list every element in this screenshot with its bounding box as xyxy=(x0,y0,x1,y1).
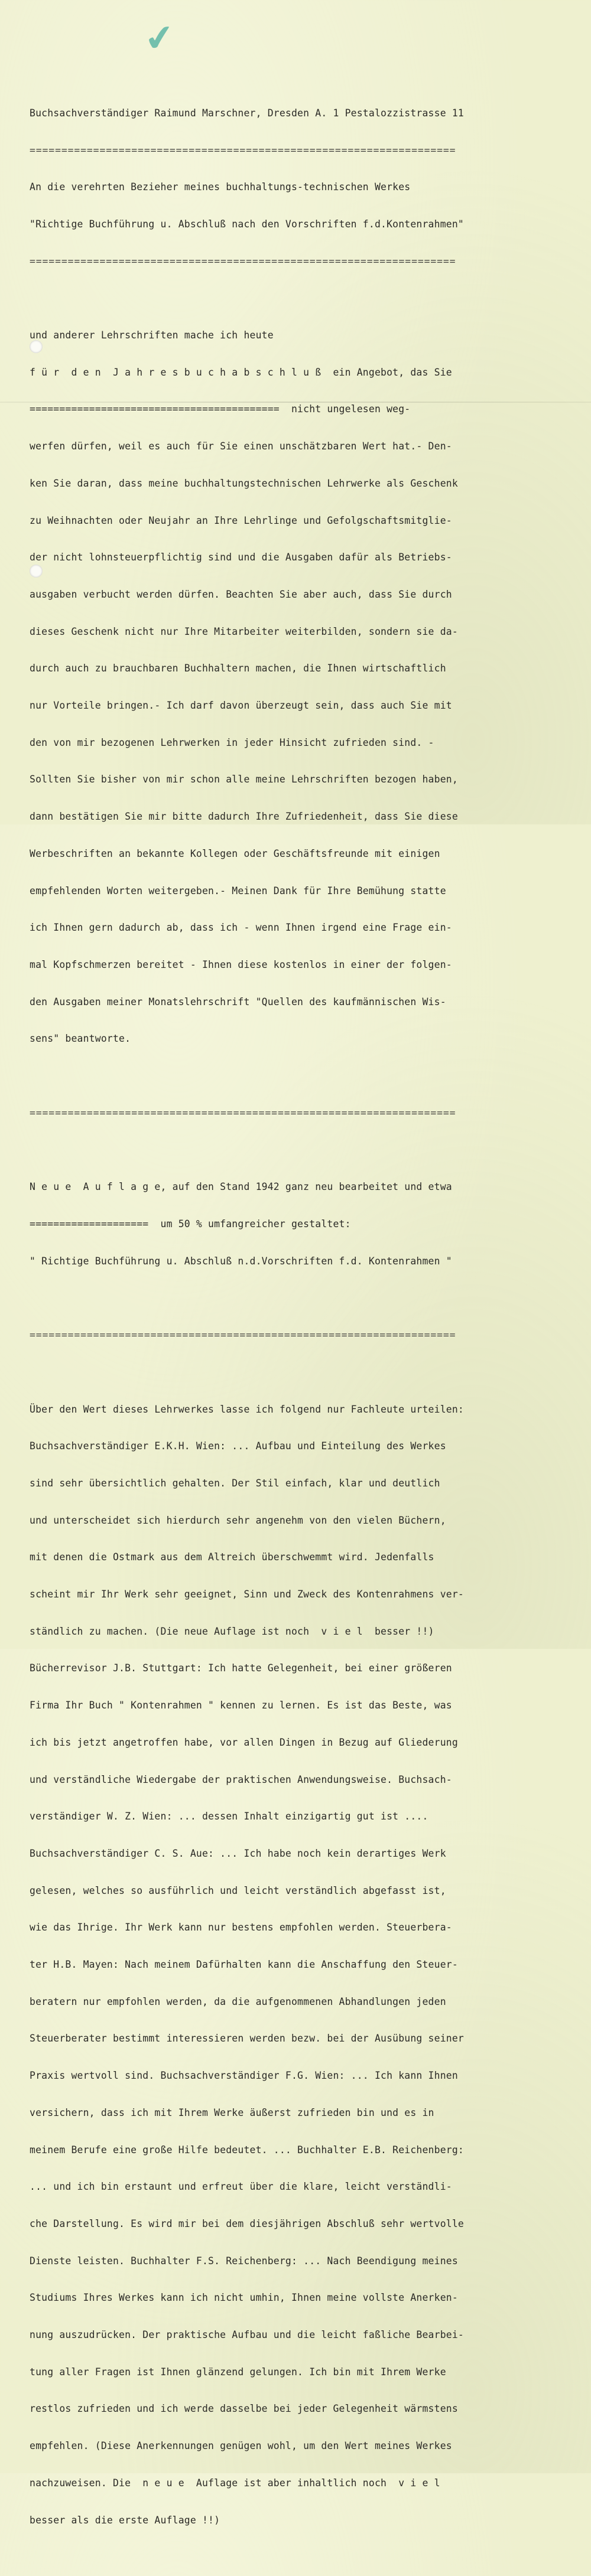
text-line: N e u e A u f l a g e, auf den Stand 1942 ganz neu bearbeitet und etwa xyxy=(30,1181,452,1193)
text-line: restlos zufrieden und ich werde dasselbe bei jeder Gelegenheit wärmstens xyxy=(30,2403,458,2415)
book-title-new-edition: " Richtige Buchführung u. Abschluß n.d.Vorschriften f.d. Kontenrahmen " xyxy=(30,1255,452,1267)
text-line: mal Kopfschmerzen bereitet - Ihnen diese kostenlos in einer der folgen- xyxy=(30,959,452,970)
text-line: ausgaben verbucht werden dürfen. Beachten Sie aber auch, dass Sie durch xyxy=(30,588,452,600)
text-line: und verständliche Wiedergabe der praktischen Anwendungsweise. Buchsach- xyxy=(30,1773,452,1785)
text-line: nachzuweisen. Die n e u e Auflage ist aber inhaltlich noch v i e l xyxy=(30,2477,440,2489)
text-line: ken Sie daran, dass meine buchhaltungstechnischen Lehrwerke als Geschenk xyxy=(30,477,458,489)
text-line: ... und ich bin erstaunt und erfreut über die klare, leicht verständli- xyxy=(30,2181,452,2193)
text-line: den Ausgaben meiner Monatslehrschrift "Quellen des kaufmännischen Wis- xyxy=(30,996,446,1007)
text-line: mit denen die Ostmark aus dem Altreich überschwemmt wird. Jedenfalls xyxy=(30,1551,434,1563)
text-line: Buchsachverständiger C. S. Aue: ... Ich habe noch kein derartiges Werk xyxy=(30,1847,446,1859)
text-line: Über den Wert dieses Lehrwerkes lasse ich folgend nur Fachleute urteilen: xyxy=(30,1403,464,1415)
text-line: ständlich zu machen. (Die neue Auflage ist noch v i e l besser !!) xyxy=(30,1625,434,1637)
text-line: che Darstellung. Es wird mir bei dem diesjährigen Abschluß sehr wertvolle xyxy=(30,2218,464,2229)
intro-paragraph xyxy=(30,305,561,1070)
text-line: der nicht lohnsteuerpflichtig sind und die Ausgaben dafür als Betriebs- xyxy=(30,552,452,563)
text-line: scheint mir Ihr Werk sehr geeignet, Sinn und Zweck des Kontenrahmens ver- xyxy=(30,1589,464,1600)
text-line: ich Ihnen gern dadurch ab, dass ich - wenn Ihnen irgend eine Frage ein- xyxy=(30,922,452,934)
text-line: Buchsachverständiger E.K.H. Wien: ... Aufbau und Einteilung des Werkes xyxy=(30,1440,446,1452)
text-line: besser als die erste Auflage !!) xyxy=(30,2514,220,2526)
text-line: wie das Ihrige. Ihr Werk kann nur bestens empfohlen werden. Steuerbera- xyxy=(30,1922,452,1933)
text-line: empfehlen. (Diese Anerkennungen genügen wohl, um den Wert meines Werkes xyxy=(30,2440,452,2452)
text-line: Steuerberater bestimmt interessieren werden bezw. bei der Ausübung seiner xyxy=(30,2033,464,2045)
text-line: Bücherrevisor J.B. Stuttgart: Ich hatte Gelegenheit, bei einer größeren xyxy=(30,1662,452,1674)
text-line: durch auch zu brauchbaren Buchhaltern machen, die Ihnen wirtschaftlich xyxy=(30,663,446,674)
text-line: ter H.B. Mayen: Nach meinem Dafürhalten kann die Anschaffung den Steuer- xyxy=(30,1959,458,1971)
text-line: und unterscheidet sich hierdurch sehr angenehm von den vielen Büchern, xyxy=(30,1514,446,1526)
book-title: "Richtige Buchführung u. Abschluß nach den Vorschriften f.d.Kontenrahmen" xyxy=(30,218,464,230)
text-line: Firma Ihr Buch " Kontenrahmen " kennen zu lernen. Es ist das Beste, was xyxy=(30,1700,452,1711)
text-line: ich bis jetzt angetroffen habe, vor allen Dingen in Bezug auf Gliederung xyxy=(30,1736,458,1748)
address-line: An die verehrten Bezieher meines buchhaltungs-technischen Werkes xyxy=(30,181,411,193)
text-line: f ü r d e n J a h r e s b u c h a b s c h l u ß ein Angebot, das Sie xyxy=(30,366,452,378)
text-line: dann bestätigen Sie mir bitte dadurch Ihre Zufriedenheit, dass Sie diese xyxy=(30,811,458,823)
divider-rule: =================================================================== xyxy=(30,255,456,267)
text-line: nung auszudrücken. Der praktische Aufbau und die leicht faßliche Bearbei- xyxy=(30,2329,464,2341)
text-line: empfehlenden Worten weitergeben.- Meinen Dank für Ihre Bemühung statte xyxy=(30,885,446,896)
text-line: dieses Geschenk nicht nur Ihre Mitarbeiter weiterbilden, sondern sie da- xyxy=(30,625,458,637)
text-line: gelesen, welches so ausführlich und leicht verständlich abgefasst ist, xyxy=(30,1884,446,1896)
text-line: nur Vorteile bringen.- Ich darf davon überzeugt sein, dass auch Sie mit xyxy=(30,700,452,712)
text-line: Werbeschriften an bekannte Kollegen oder Geschäftsfreunde mit einigen xyxy=(30,847,440,859)
divider-rule: =================================================================== xyxy=(30,1107,456,1119)
text-line: Sollten Sie bisher von mir schon alle meine Lehrschriften bezogen haben, xyxy=(30,774,458,785)
divider-rule: =================================================================== xyxy=(30,144,456,156)
text-line: verständiger W. Z. Wien: ... dessen Inhalt einzigartig gut ist .... xyxy=(30,1811,428,1822)
text-line: sens" beantworte. xyxy=(30,1033,131,1045)
text-line: Dienste leisten. Buchhalter F.S. Reichenberg: ... Nach Beendigung meines xyxy=(30,2255,458,2267)
text-line: werfen dürfen, weil es auch für Sie einen unschätzbaren Wert hat.- Den- xyxy=(30,441,452,452)
new-edition-notice xyxy=(30,1156,561,1292)
text-line: zu Weihnachten oder Neujahr an Ihre Lehrlinge und Gefolgschaftsmitglie- xyxy=(30,514,452,526)
text-line: Studiums Ihres Werkes kann ich nicht umhin, Ihnen meine vollste Anerken- xyxy=(30,2292,458,2304)
text-line: meinem Berufe eine große Hilfe bedeutet. ... Buchhalter E.B. Reichenberg: xyxy=(30,2144,464,2156)
text-line: ========================================== nicht ungelesen weg- xyxy=(30,403,411,415)
text-line: Praxis wertvoll sind. Buchsachverständiger F.G. Wien: ... Ich kann Ihnen xyxy=(30,2070,458,2082)
text-line: sind sehr übersichtlich gehalten. Der Stil einfach, klar und deutlich xyxy=(30,1477,440,1489)
text-line: den von mir bezogenen Lehrwerken in jeder Hinsicht zufrieden sind. - xyxy=(30,736,434,748)
text-line: beratern nur empfohlen werden, da die aufgenommenen Abhandlungen jeden xyxy=(30,1995,446,2007)
text-line: ==================== um 50 % umfangreicher gestaltet: xyxy=(30,1218,351,1230)
text-line: tung aller Fragen ist Ihnen glänzend gelungen. Ich bin mit Ihrem Werke xyxy=(30,2366,446,2378)
handwritten-check-mark: ✔ xyxy=(142,15,177,61)
letterhead: Buchsachverständiger Raimund Marschner, Dresden A. 1 Pestalozzistrasse 11 xyxy=(30,107,464,119)
divider-rule: =================================================================== xyxy=(30,1329,456,1341)
typewritten-letter xyxy=(30,83,561,2576)
text-line: und anderer Lehrschriften mache ich heute xyxy=(30,330,274,341)
text-line: versichern, dass ich mit Ihrem Werke äußerst zufrieden bin und es in xyxy=(30,2107,434,2118)
reviews-paragraph xyxy=(30,1379,561,2552)
